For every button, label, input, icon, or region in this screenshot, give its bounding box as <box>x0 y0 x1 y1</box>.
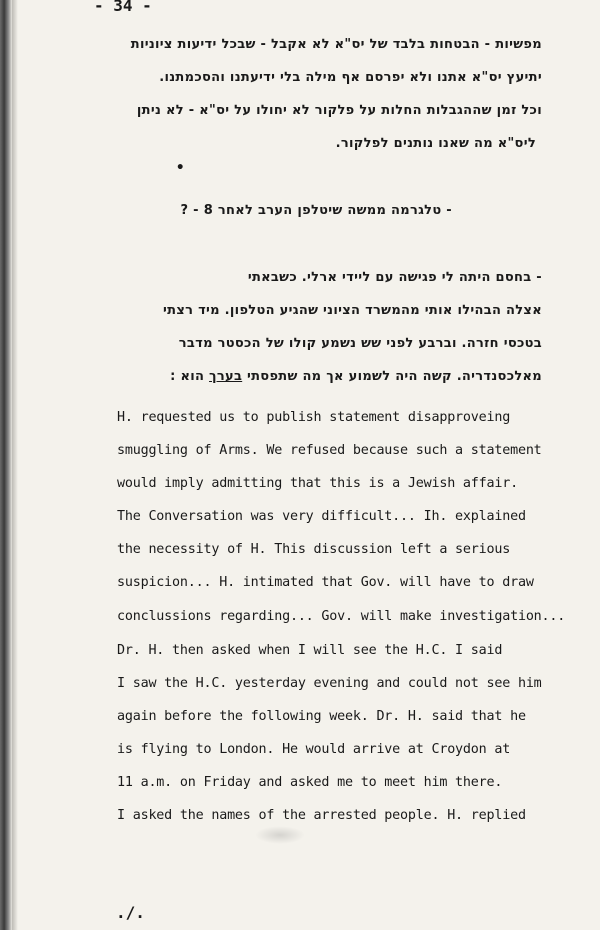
continuation-mark: ./. <box>116 903 145 922</box>
hebrew-line-5: - בחסם היתה לי פגישה עם ליידי ארלי. כשבאתי <box>247 270 542 285</box>
hebrew-line-7: בטכסי חזרה. וברבע לפני שש נשמע קולו של הכסטר מדבר <box>178 336 542 351</box>
english-line-11: is flying to London. He would arrive at Croydon at <box>117 742 511 757</box>
hebrew-line-8-before: מאלכסנדריה. קשה היה לשמוע אך מה שתפסתי <box>242 369 542 384</box>
english-line-9: I saw the H.C. yesterday evening and could not see him <box>117 676 542 691</box>
hebrew-line-6: אצלה הבהילו אותי מהמשרד הציוני שהגיע הטלפון. מיד רצתי <box>163 303 542 318</box>
hebrew-line-2: יתיעץ יס"א אתנו ולא יפרסם אף מילה בלי ידיעתנו והסכמתנו. <box>159 70 542 85</box>
english-line-8: Dr. H. then asked when I will see the H.C. I said <box>117 643 503 658</box>
english-line-3: would imply admitting that this is a Jewish affair. <box>117 476 518 491</box>
english-line-2: smuggling of Arms. We refused because such a statement <box>117 443 542 458</box>
scan-edge-shadow <box>12 0 18 930</box>
hebrew-line-8-after: הוא : <box>170 369 210 384</box>
scan-edge <box>0 0 12 930</box>
hebrew-line-8 <box>170 369 542 384</box>
hebrew-underlined-word: בערך <box>209 369 243 384</box>
english-line-4: The Conversation was very difficult... Ih. explained <box>117 509 526 524</box>
hebrew-line-3: וכל זמן שההגבלות החלות על פלקור לא יחולו על יס"א - לא ניתן <box>136 103 542 118</box>
scan-smudge <box>255 826 305 844</box>
english-line-5: the necessity of H. This discussion left a serious <box>117 542 511 557</box>
english-line-10: again before the following week. Dr. H. said that he <box>117 709 526 724</box>
english-line-13: I asked the names of the arrested people. H. replied <box>117 808 526 823</box>
hebrew-line-1: מפשיות - הבטחות בלבד של יס"א לא אקבל - שבכל ידיעות ציוניות <box>130 37 542 52</box>
hebrew-heading: - טלגרמה ממשה שיטלפן הערב לאחר 8 - ? <box>180 203 452 218</box>
english-line-1: H. requested us to publish statement disapproveing <box>117 410 511 425</box>
english-line-6: suspicion... H. intimated that Gov. will have to draw <box>117 575 534 590</box>
stray-dot: • <box>176 160 185 176</box>
hebrew-line-4: ליס"א מה שאנו נותנים לפלקור. <box>335 136 536 151</box>
english-line-7: conclussions regarding... Gov. will make investigation... <box>117 609 566 624</box>
english-line-12: 11 a.m. on Friday and asked me to meet him there. <box>117 775 503 790</box>
page-number: - 34 - <box>94 0 152 15</box>
